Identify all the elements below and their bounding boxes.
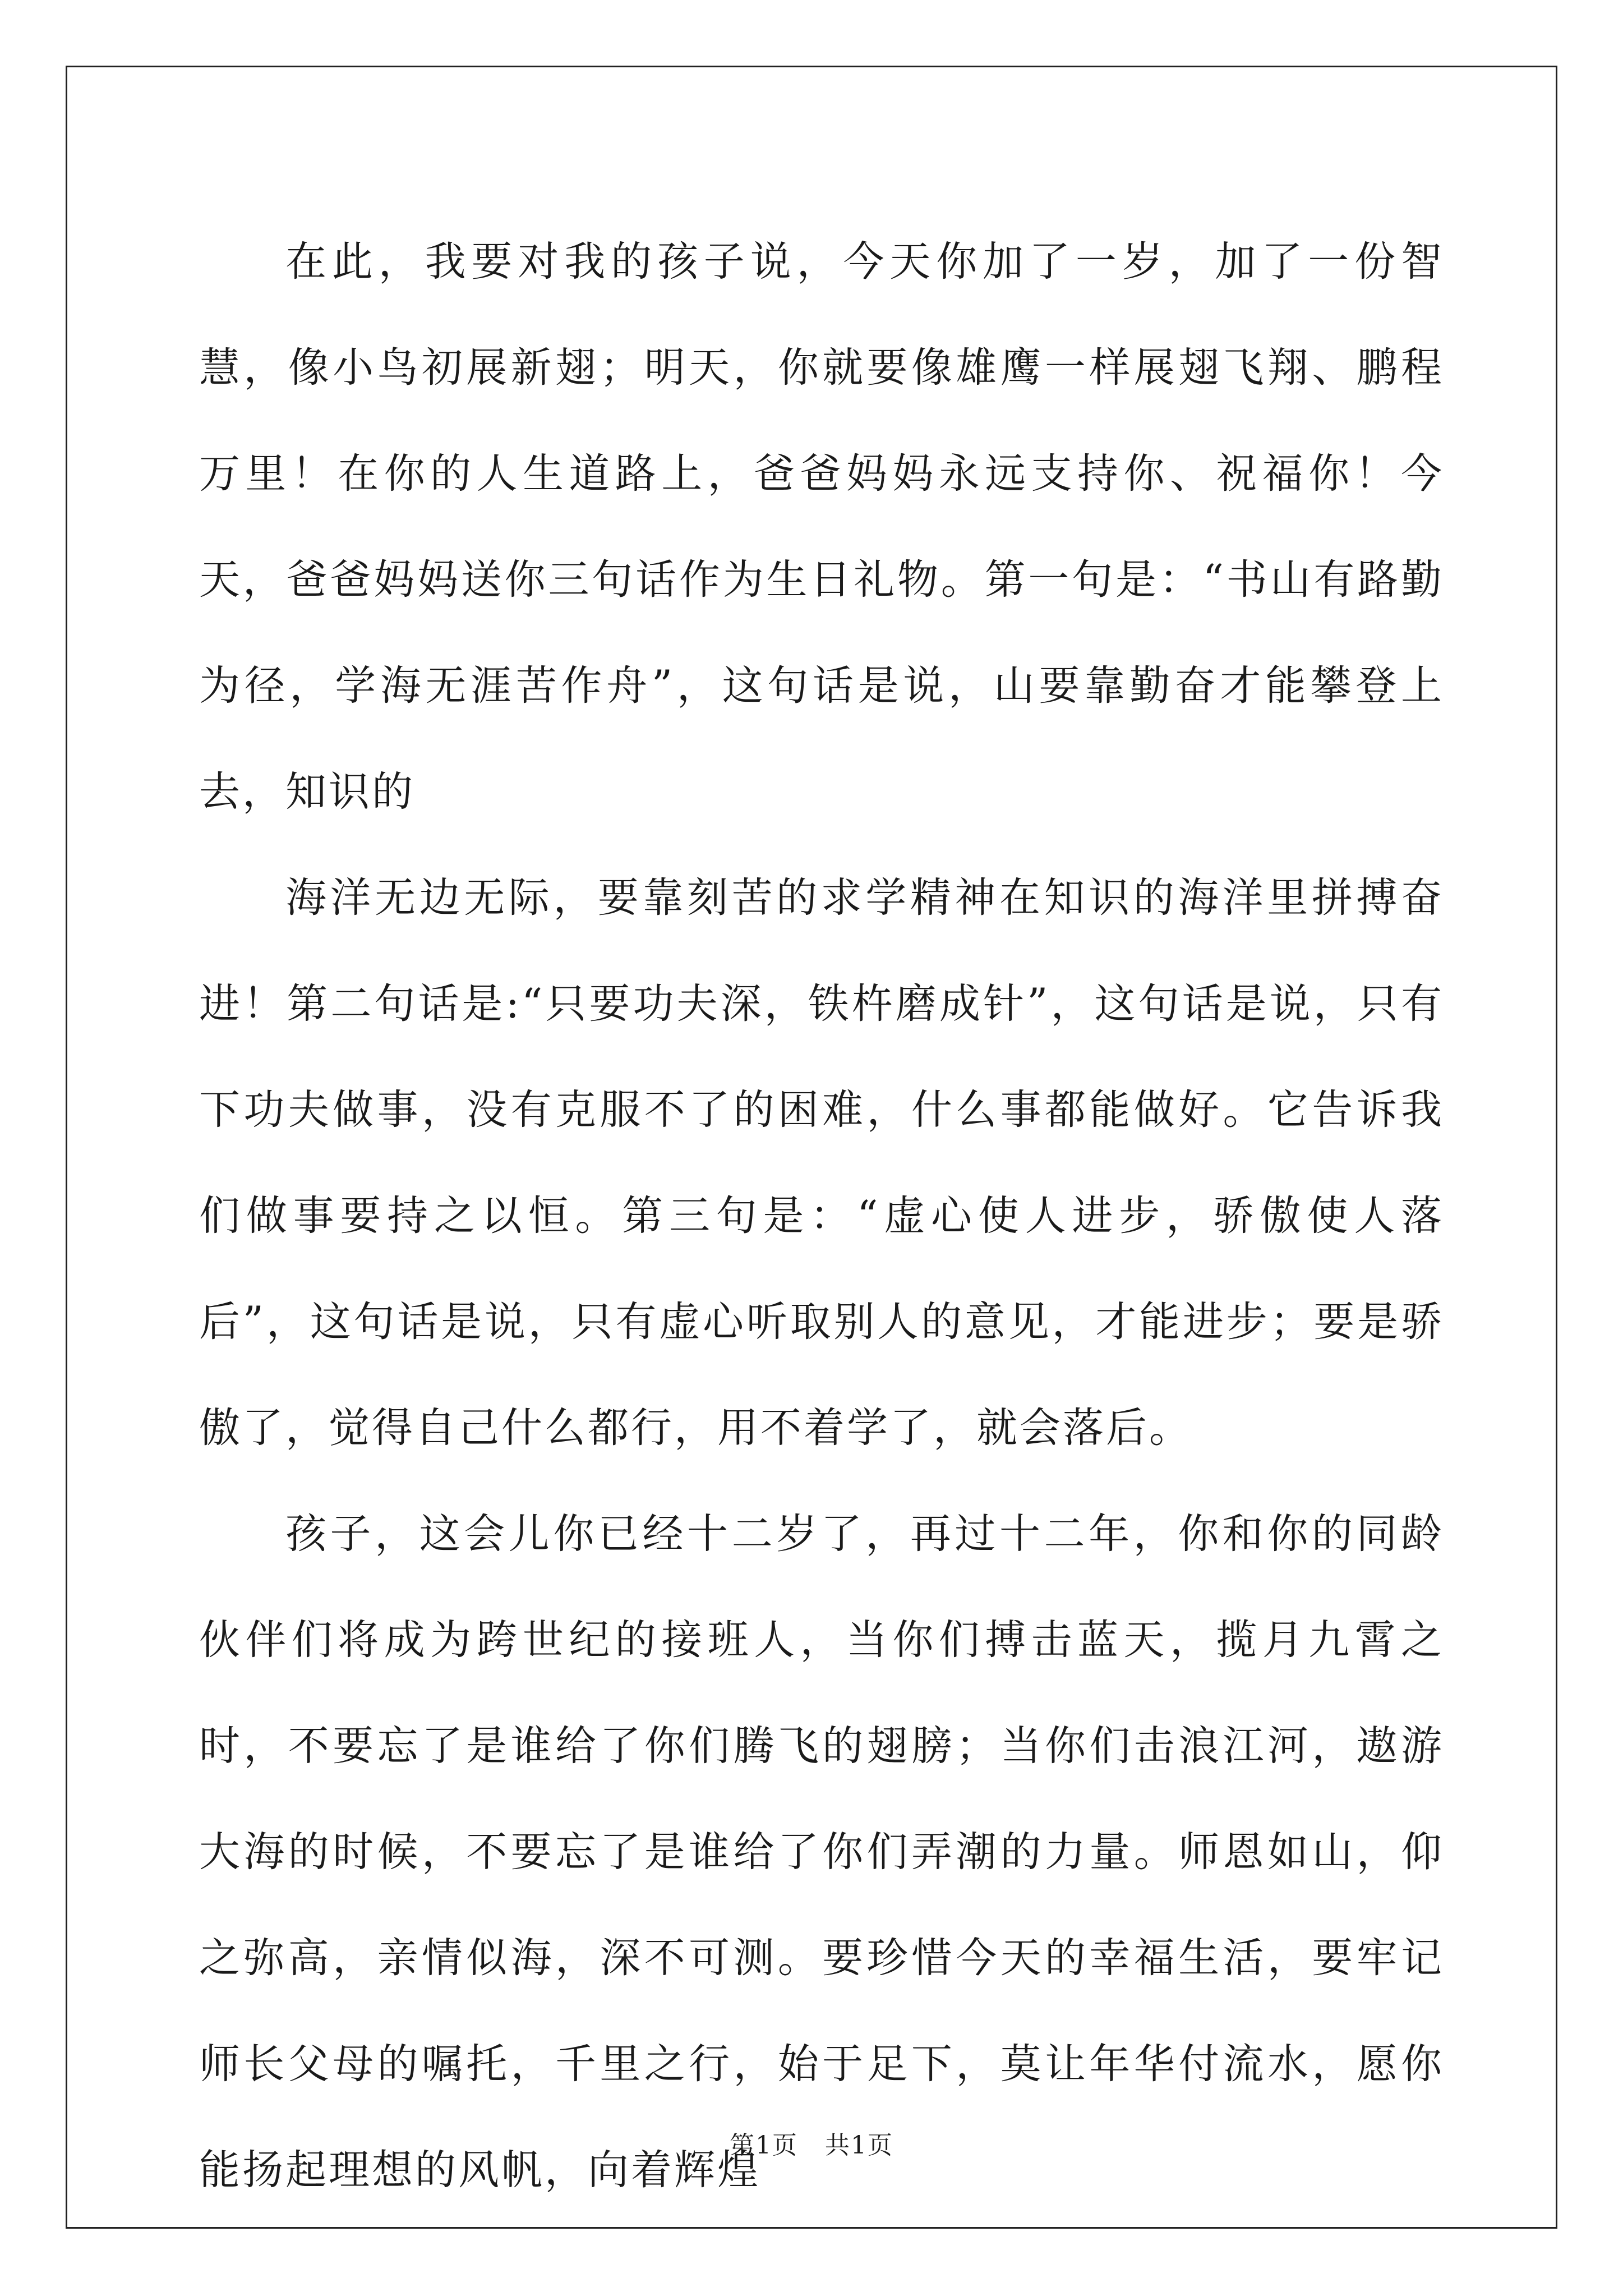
paragraph-2: 海洋无边无际，要靠刻苦的求学精神在知识的海洋里拼搏奋进！第二句话是:“只要功夫深，铁杵磨成针”，这句话是说，只有下功夫做事，没有克服不了的困难，什么事都能做好。它告诉我们做事要持之以恒。第三句是：“虚心使人进步，骄傲使人落后”，这句话是说，只有虚心听取别人的意见，才能进步；要是骄傲了，觉得自己什么都行，用不着学了，就会落后。 [199,874,1444,1452]
paragraph-3: 孩子，这会儿你已经十二岁了，再过十二年，你和你的同龄伙伴们将成为跨世纪的接班人，当你们搏击蓝天，揽月九霄之时，不要忘了是谁给了你们腾飞的翅膀；当你们击浪江河，遨游大海的时候，不要忘了是谁给了你们弄潮的力量。师恩如山，仰之弥高，亲情似海，深不可测。要珍惜今天的幸福生活，要牢记师长父母的嘱托，千里之行，始于足下，莫让年华付流水，愿你能扬起理想的风帆，向着辉煌 [199,1510,1444,2194]
paragraph-1: 在此，我要对我的孩子说，今天你加了一岁，加了一份智慧，像小鸟初展新翅；明天，你就要像雄鹰一样展翅飞翔、鹏程万里！在你的人生道路上，爸爸妈妈永远支持你、祝福你！今天，爸爸妈妈送你三句话作为生日礼物。第一句是：“书山有路勤为径，学海无涯苦作舟”，这句话是说，山要靠勤奋才能攀登上去，知识的 [199,238,1444,816]
page-number-footer: 第1页 共1页 [730,2131,893,2160]
document-body [199,209,1444,2223]
